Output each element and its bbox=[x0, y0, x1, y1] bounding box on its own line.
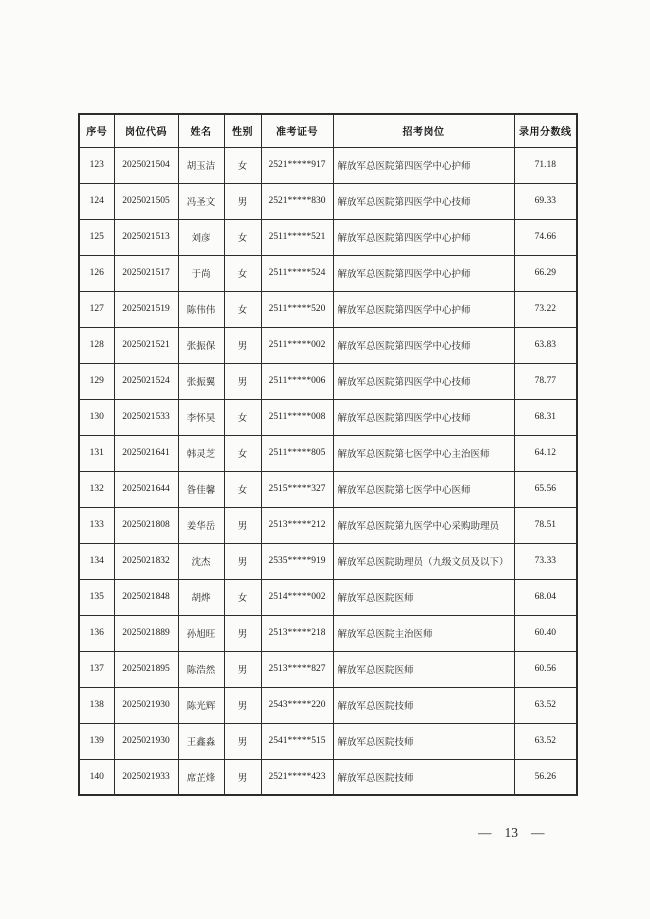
cell-serial-number: 140 bbox=[79, 759, 114, 795]
cell-name: 胡玉洁 bbox=[178, 147, 224, 183]
cell-gender: 女 bbox=[224, 399, 261, 435]
cell-position-code: 2025021641 bbox=[114, 435, 178, 471]
cell-position: 解放军总医院第七医学中心医师 bbox=[333, 471, 514, 507]
cell-position: 解放军总医院技师 bbox=[333, 687, 514, 723]
table-body bbox=[79, 147, 577, 795]
cell-gender: 男 bbox=[224, 687, 261, 723]
cell-serial-number: 133 bbox=[79, 507, 114, 543]
cell-serial-number: 130 bbox=[79, 399, 114, 435]
cell-position: 解放军总医院第七医学中心主治医师 bbox=[333, 435, 514, 471]
cell-gender: 女 bbox=[224, 147, 261, 183]
cell-ticket-number: 2521*****423 bbox=[261, 759, 333, 795]
cell-name: 陈浩然 bbox=[178, 651, 224, 687]
cell-name: 张振翼 bbox=[178, 363, 224, 399]
cell-gender: 男 bbox=[224, 183, 261, 219]
cell-position-code: 2025021521 bbox=[114, 327, 178, 363]
cell-position-code: 2025021930 bbox=[114, 723, 178, 759]
cell-gender: 男 bbox=[224, 507, 261, 543]
cell-ticket-number: 2521*****830 bbox=[261, 183, 333, 219]
cell-ticket-number: 2543*****220 bbox=[261, 687, 333, 723]
cell-serial-number: 138 bbox=[79, 687, 114, 723]
cell-ticket-number: 2511*****521 bbox=[261, 219, 333, 255]
cell-ticket-number: 2511*****008 bbox=[261, 399, 333, 435]
header-serial-number: 序号 bbox=[79, 114, 114, 147]
cell-position-code: 2025021517 bbox=[114, 255, 178, 291]
cell-name: 陈伟伟 bbox=[178, 291, 224, 327]
cell-position: 解放军总医院第四医学中心护师 bbox=[333, 219, 514, 255]
header-name: 姓名 bbox=[178, 114, 224, 147]
cell-position-code: 2025021519 bbox=[114, 291, 178, 327]
table-row bbox=[79, 183, 577, 219]
cell-ticket-number: 2513*****212 bbox=[261, 507, 333, 543]
cell-gender: 男 bbox=[224, 543, 261, 579]
cell-position: 解放军总医院技师 bbox=[333, 723, 514, 759]
cell-ticket-number: 2511*****524 bbox=[261, 255, 333, 291]
cell-gender: 男 bbox=[224, 651, 261, 687]
cell-name: 冯圣文 bbox=[178, 183, 224, 219]
cell-score: 69.33 bbox=[514, 183, 577, 219]
cell-gender: 女 bbox=[224, 471, 261, 507]
cell-ticket-number: 2535*****919 bbox=[261, 543, 333, 579]
table-row bbox=[79, 687, 577, 723]
cell-score: 71.18 bbox=[514, 147, 577, 183]
header-recruitment-position: 招考岗位 bbox=[333, 114, 514, 147]
cell-serial-number: 136 bbox=[79, 615, 114, 651]
table-row bbox=[79, 507, 577, 543]
header-position-code: 岗位代码 bbox=[114, 114, 178, 147]
cell-position-code: 2025021524 bbox=[114, 363, 178, 399]
table-header-row bbox=[79, 114, 577, 147]
cell-position: 解放军总医院医师 bbox=[333, 579, 514, 615]
cell-score: 73.22 bbox=[514, 291, 577, 327]
table-row bbox=[79, 399, 577, 435]
cell-position-code: 2025021644 bbox=[114, 471, 178, 507]
cell-name: 姜华岳 bbox=[178, 507, 224, 543]
cell-position-code: 2025021895 bbox=[114, 651, 178, 687]
cell-name: 于尚 bbox=[178, 255, 224, 291]
table-row bbox=[79, 759, 577, 795]
header-gender: 性别 bbox=[224, 114, 261, 147]
cell-score: 63.83 bbox=[514, 327, 577, 363]
cell-position-code: 2025021848 bbox=[114, 579, 178, 615]
cell-serial-number: 139 bbox=[79, 723, 114, 759]
cell-score: 63.52 bbox=[514, 687, 577, 723]
table-row bbox=[79, 471, 577, 507]
cell-position: 解放军总医院第九医学中心采购助理员 bbox=[333, 507, 514, 543]
table-row bbox=[79, 255, 577, 291]
header-admission-score: 录用分数线 bbox=[514, 114, 577, 147]
cell-position: 解放军总医院第四医学中心护师 bbox=[333, 255, 514, 291]
cell-serial-number: 125 bbox=[79, 219, 114, 255]
footer-right-dash: — bbox=[531, 825, 545, 840]
cell-name: 韩灵芝 bbox=[178, 435, 224, 471]
cell-name: 刘彦 bbox=[178, 219, 224, 255]
cell-serial-number: 135 bbox=[79, 579, 114, 615]
cell-gender: 女 bbox=[224, 219, 261, 255]
cell-position-code: 2025021513 bbox=[114, 219, 178, 255]
table-row bbox=[79, 579, 577, 615]
cell-gender: 男 bbox=[224, 759, 261, 795]
cell-score: 73.33 bbox=[514, 543, 577, 579]
cell-serial-number: 128 bbox=[79, 327, 114, 363]
cell-ticket-number: 2511*****002 bbox=[261, 327, 333, 363]
cell-position: 解放军总医院第四医学中心技师 bbox=[333, 183, 514, 219]
cell-name: 王鑫淼 bbox=[178, 723, 224, 759]
cell-position: 解放军总医院第四医学中心技师 bbox=[333, 399, 514, 435]
table-row bbox=[79, 651, 577, 687]
cell-ticket-number: 2511*****520 bbox=[261, 291, 333, 327]
footer-left-dash: — bbox=[478, 825, 492, 840]
cell-position-code: 2025021505 bbox=[114, 183, 178, 219]
cell-score: 66.29 bbox=[514, 255, 577, 291]
cell-serial-number: 129 bbox=[79, 363, 114, 399]
cell-position: 解放军总医院第四医学中心护师 bbox=[333, 147, 514, 183]
header-ticket-number: 准考证号 bbox=[261, 114, 333, 147]
admission-score-table bbox=[78, 113, 578, 796]
cell-position-code: 2025021832 bbox=[114, 543, 178, 579]
cell-name: 胡烨 bbox=[178, 579, 224, 615]
cell-name: 陈光辉 bbox=[178, 687, 224, 723]
cell-gender: 女 bbox=[224, 579, 261, 615]
cell-ticket-number: 2513*****827 bbox=[261, 651, 333, 687]
cell-score: 64.12 bbox=[514, 435, 577, 471]
table-row bbox=[79, 291, 577, 327]
table-row bbox=[79, 327, 577, 363]
table-row bbox=[79, 147, 577, 183]
cell-gender: 男 bbox=[224, 363, 261, 399]
cell-serial-number: 123 bbox=[79, 147, 114, 183]
cell-position: 解放军总医院第四医学中心技师 bbox=[333, 327, 514, 363]
cell-position-code: 2025021504 bbox=[114, 147, 178, 183]
cell-score: 78.77 bbox=[514, 363, 577, 399]
cell-serial-number: 132 bbox=[79, 471, 114, 507]
cell-serial-number: 127 bbox=[79, 291, 114, 327]
cell-gender: 男 bbox=[224, 723, 261, 759]
cell-ticket-number: 2515*****327 bbox=[261, 471, 333, 507]
cell-score: 68.31 bbox=[514, 399, 577, 435]
cell-gender: 男 bbox=[224, 327, 261, 363]
cell-ticket-number: 2511*****805 bbox=[261, 435, 333, 471]
cell-serial-number: 124 bbox=[79, 183, 114, 219]
cell-gender: 女 bbox=[224, 255, 261, 291]
cell-score: 60.56 bbox=[514, 651, 577, 687]
cell-position-code: 2025021930 bbox=[114, 687, 178, 723]
cell-ticket-number: 2541*****515 bbox=[261, 723, 333, 759]
cell-serial-number: 134 bbox=[79, 543, 114, 579]
cell-ticket-number: 2514*****002 bbox=[261, 579, 333, 615]
cell-gender: 女 bbox=[224, 435, 261, 471]
cell-position: 解放军总医院第四医学中心护师 bbox=[333, 291, 514, 327]
cell-position-code: 2025021889 bbox=[114, 615, 178, 651]
cell-serial-number: 126 bbox=[79, 255, 114, 291]
cell-name: 席芷烽 bbox=[178, 759, 224, 795]
cell-position-code: 2025021808 bbox=[114, 507, 178, 543]
table-row bbox=[79, 363, 577, 399]
cell-score: 68.04 bbox=[514, 579, 577, 615]
cell-ticket-number: 2521*****917 bbox=[261, 147, 333, 183]
cell-ticket-number: 2513*****218 bbox=[261, 615, 333, 651]
cell-score: 63.52 bbox=[514, 723, 577, 759]
cell-name: 孙旭旺 bbox=[178, 615, 224, 651]
table-row bbox=[79, 435, 577, 471]
cell-position: 解放军总医院医师 bbox=[333, 651, 514, 687]
cell-ticket-number: 2511*****006 bbox=[261, 363, 333, 399]
page-number: 13 bbox=[504, 825, 518, 840]
cell-name: 昝佳馨 bbox=[178, 471, 224, 507]
table-row bbox=[79, 723, 577, 759]
cell-score: 74.66 bbox=[514, 219, 577, 255]
cell-gender: 女 bbox=[224, 291, 261, 327]
cell-name: 沈杰 bbox=[178, 543, 224, 579]
cell-score: 56.26 bbox=[514, 759, 577, 795]
table-row bbox=[79, 615, 577, 651]
cell-position: 解放军总医院第四医学中心技师 bbox=[333, 363, 514, 399]
cell-serial-number: 131 bbox=[79, 435, 114, 471]
cell-serial-number: 137 bbox=[79, 651, 114, 687]
cell-score: 65.56 bbox=[514, 471, 577, 507]
cell-score: 60.40 bbox=[514, 615, 577, 651]
cell-gender: 男 bbox=[224, 615, 261, 651]
table-row bbox=[79, 543, 577, 579]
table-row bbox=[79, 219, 577, 255]
cell-position: 解放军总医院主治医师 bbox=[333, 615, 514, 651]
cell-name: 张振保 bbox=[178, 327, 224, 363]
cell-position: 解放军总医院技师 bbox=[333, 759, 514, 795]
cell-position-code: 2025021933 bbox=[114, 759, 178, 795]
cell-name: 李怀昊 bbox=[178, 399, 224, 435]
page-footer bbox=[478, 825, 545, 841]
cell-score: 78.51 bbox=[514, 507, 577, 543]
cell-position-code: 2025021533 bbox=[114, 399, 178, 435]
cell-position: 解放军总医院助理员（九级文员及以下） bbox=[333, 543, 514, 579]
